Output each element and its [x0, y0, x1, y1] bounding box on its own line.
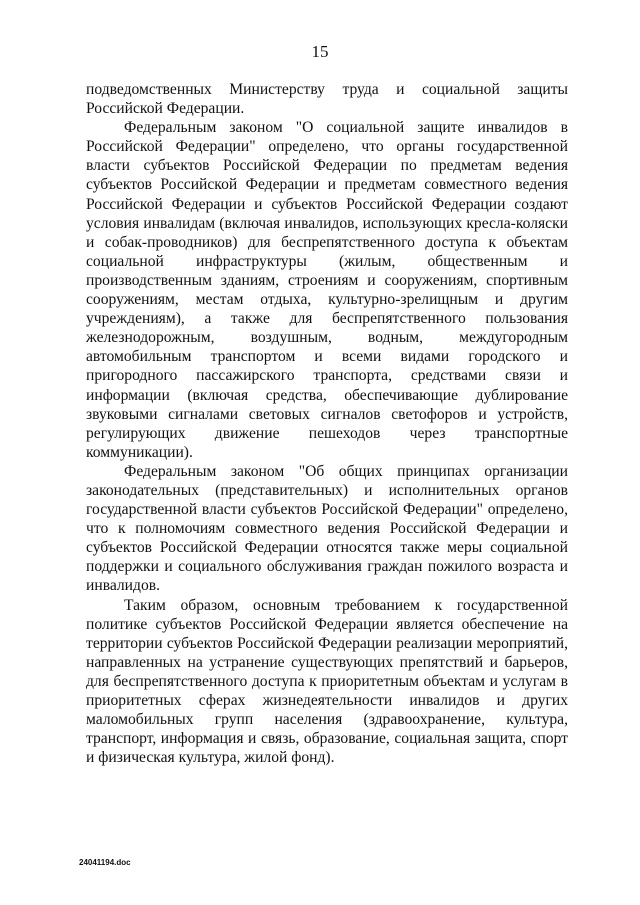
- paragraph-conclusion: Таким образом, основным требованием к государственной политике субъектов Российской Федерации является обеспечение на территории субъектов Российской Федерации реализации мероприятий, направленных на устранение существующих препятствий и барьеров, для беспрепятственного доступа к приоритетным объектам и услугам в приоритетных сферах жизнедеятельности инвалидов и других маломобильных групп населения (здравоохранение, культура, транспорт, информация и связь, образование, социальная защита, спорт и физическая культура, жилой фонд).: [86, 596, 568, 767]
- document-body: [86, 80, 568, 767]
- page-number: 15: [311, 42, 329, 61]
- paragraph-social-protection-law: Федеральным законом "О социальной защите инвалидов в Российской Федерации" определено, что органы государственной власти субъектов Российской Федерации по предметам ведения субъектов Российской Федерации и предметам совместного ведения Российской Федерации и субъектов Российской Федерации создают условия инвалидам (включая инвалидов, использующих кресла-коляски и собак-проводников) для беспрепятственного доступа к объектам социальной инфраструктуры (жилым, общественным и производственным зданиям, строениям и сооружениям, спортивным сооружениям, местам отдыха, культурно-зрелищным и другим учреждениям), а также для беспрепятственного пользования железнодорожным, воздушным, водным, междугородным автомобильным транспортом и всеми видами городского и пригородного пассажирского транспорта, средствами связи и информации (включая средства, обеспечивающие дублирование звуковыми сигналами световых сигналов светофоров и устройств, регулирующих движение пешеходов через транспортные коммуникации).: [86, 119, 568, 461]
- paragraph-continuation: подведомственных Министерству труда и социальной защиты Российской Федерации.: [86, 81, 568, 118]
- paragraph-general-principles-law: Федеральным законом "Об общих принципах организации законодательных (представительных) и исполнительных органов государственной власти субъектов Российской Федерации" определено, что к полномочиям совместного ведения Российской Федерации и субъектов Российской Федерации относятся также меры социальной поддержки и социального обслуживания граждан пожилого возраста и инвалидов.: [86, 462, 568, 595]
- footer-filename: 24041194.doc: [79, 858, 131, 867]
